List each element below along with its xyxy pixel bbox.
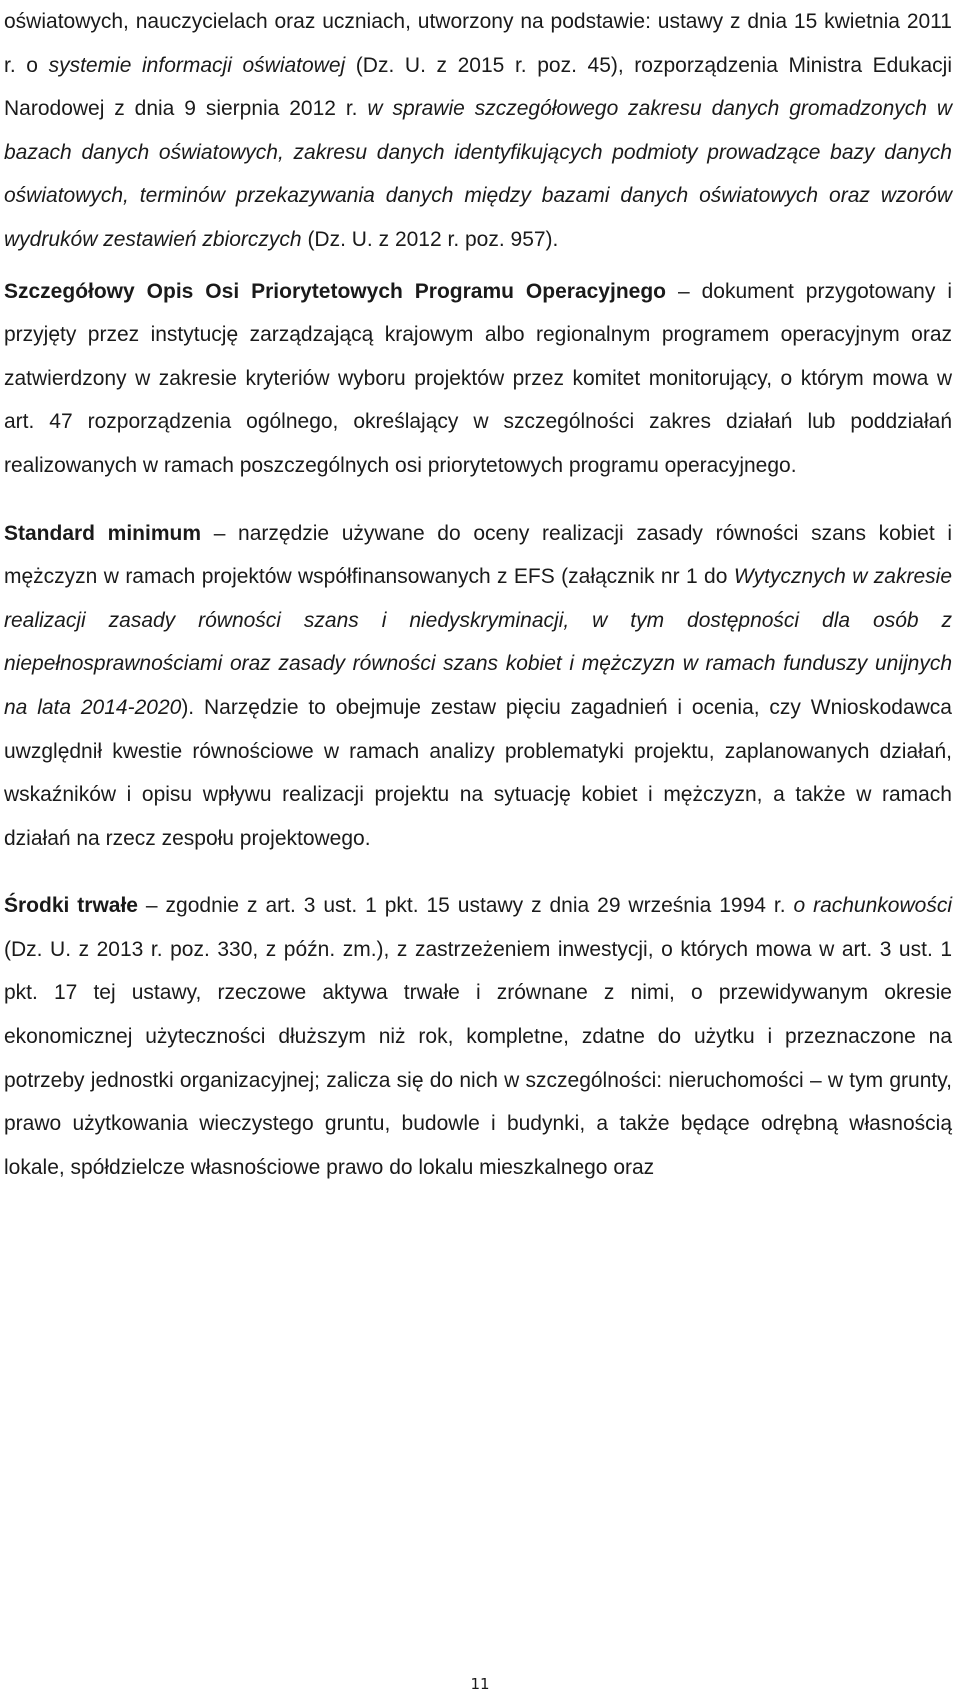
definition-text: – narzędzie używane do oceny realizacji zasady równości szans kobiet i mężczyzn w ramach projektów współfinansowanych z EFS (załącznik nr 1 do — [4, 521, 952, 589]
definition-standard-minimum — [4, 512, 952, 861]
act-title: systemie informacji oświatowej — [48, 53, 346, 77]
definition-szoop — [4, 270, 952, 488]
regulation-title: w sprawie szczegółowego zakresu danych gromadzonych w bazach danych oświatowych, zakresu danych identyfikujących podmioty prowadzące bazy danych oświatowych, terminów przekazywania danych między bazami danych oświatowych oraz wzorów wydruków zestawień zbiorczych — [4, 97, 952, 251]
definition-text: – zgodnie z art. 3 ust. 1 pkt. 15 ustawy z dnia 29 września 1994 r. — [137, 894, 794, 918]
definition-term: Szczegółowy Opis Osi Priorytetowych Programu Operacyjnego — [4, 279, 666, 303]
page-number: 11 — [470, 1675, 490, 1693]
definition-text: ). Narzędzie to obejmuje zestaw pięciu zagadnień i ocenia, czy Wnioskodawca uwzględnił kwestie równościowe w ramach analizy problematyki projektu, zaplanowanych działań, wskaźników i opisu wpływu realizacji projektu na sytuację kobiet i mężczyzn, a także w ramach działań na rzecz zespołu projektowego. — [4, 695, 952, 850]
act-title: o rachunkowości — [793, 894, 952, 918]
document-page — [4, 0, 952, 1189]
paragraph-text: oświatowych, nauczycielach oraz uczniach, utworzony na podstawie: ustawy z dnia 15 kwietnia 2011 r. o — [4, 10, 952, 77]
paragraph-database-definition — [4, 0, 952, 262]
definition-fixed-assets — [4, 884, 952, 1189]
definition-text: (Dz. U. z 2013 r. poz. 330, z późn. zm.), z zastrzeżeniem inwestycji, o których mowa w art. 3 ust. 1 pkt. 17 tej ustawy, rzeczowe aktywa trwałe i zrównane z nimi, o przewidywanym okresie ekonomicznej użyteczności dłuższym niż rok, kompletne, zdatne do użytku i przeznaczone na potrzeby jednostki organizacyjnej; zalicza się do nich w szczególności: nieruchomości – w tym grunty, prawo użytkowania wieczystego gruntu, budowle i budynki, a także będące odrębną własnością lokale, spółdzielcze własnościowe prawo do lokalu mieszkalnego oraz — [4, 937, 952, 1179]
definition-term: Środki trwałe — [4, 894, 138, 918]
definition-text: – dokument przygotowany i przyjęty przez instytucję zarządzającą krajowym albo regionalnym programem operacyjnym oraz zatwierdzony w zakresie kryteriów wyboru projektów przez komitet monitorujący, o którym mowa w art. 47 rozporządzenia ogólnego, określający w szczególności zakres działań lub poddziałań realizowanych w ramach poszczególnych osi priorytetowych programu operacyjnego. — [4, 279, 952, 477]
paragraph-text: (Dz. U. z 2015 r. poz. 45), rozporządzenia Ministra Edukacji Narodowej z dnia 9 sierpnia 2012 r. — [4, 53, 952, 121]
paragraph-text: (Dz. U. z 2012 r. poz. 957). — [301, 227, 559, 251]
guidelines-title: Wytycznych w zakresie realizacji zasady równości szans i niedyskryminacji, w tym dostępności dla osób z niepełnosprawnościami oraz zasady równości szans kobiet i mężczyzn w ramach funduszy unijnych na lata 2014-2020 — [4, 565, 953, 719]
definition-term: Standard minimum — [4, 521, 202, 545]
